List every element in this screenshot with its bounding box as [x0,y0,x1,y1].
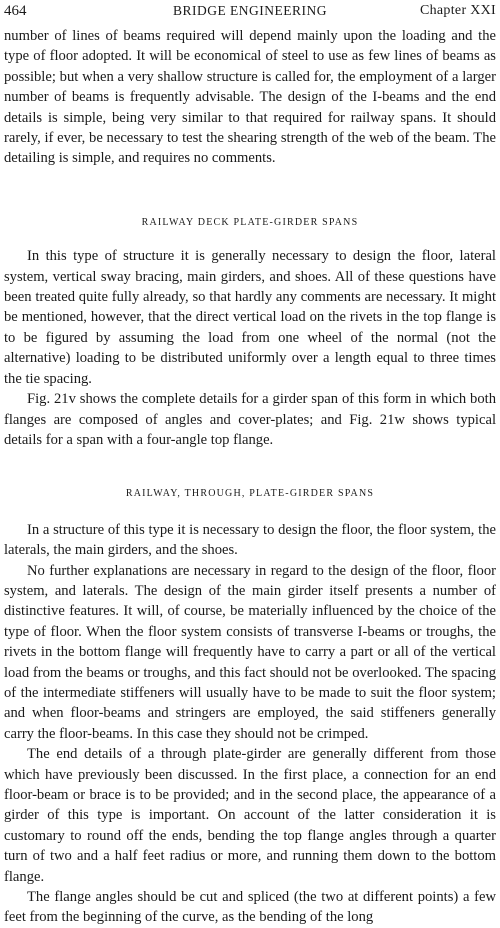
paragraph: No further explanations are necessary in regard to the design of the floor, floor system, and laterals. The design of the main girder itself presents a number of distinctive features. It will, of course, be materially influenced by the choice of the type of floor. When the floor system consists of transverse I-beams or troughs, the rivets in the bottom flange will frequently have to carry a part or all of the vertical load from the beams or troughs, and this fact should not be overlooked. The spacing of the intermediate stiffeners will usually have to be made to suit the floor system; and when floor-beams and stringers are employed, the said stiffeners generally carry the floor-beams. In this case they should not be crimped. [4,562,496,742]
page-number: 464 [4,3,27,19]
paragraph: In this type of structure it is generally necessary to design the floor, lateral system, vertical sway bracing, main girders, and shoes. All of these questions have been treated quite fully already, so that hardly any comments are necessary. It might be mentioned, however, that the direct vertical load on the rivets in the top flange is to be figured by assuming the load from one wheel of the normal (not the alternative) loading to be distributed uniformly over a length equal to three times the tie spacing. [4,248,496,387]
running-header [4,2,496,20]
section-heading-deck-spans: RAILWAY DECK PLATE-GIRDER SPANS [141,216,359,228]
section-heading-through-spans: RAILWAY, THROUGH, PLATE-GIRDER SPANS [125,488,375,500]
chapter-label: Chapter XXI [419,3,496,18]
paragraph: number of lines of beams required will depend mainly upon the loading and the type of floor adopted. It will be economical of steel to use as few lines of beams as possible; but when a very shallow structure is called for, the employment of a larger number of beams is frequently advisable. The design of the I-beams and the end details is simple, being very similar to that required for railway spans. It should rarely, if ever, be necessary to test the shearing strength of the web of the beam. The detailing is simple, and requires no comments. [4,28,496,167]
paragraph: Fig. 21v shows the complete details for a girder span of this form in which both flanges are composed of angles and cover-plates; and Fig. 21w shows typical details for a span with a four-angle top flange. [4,391,496,448]
paragraph: The flange angles should be cut and spliced (the two at different points) a few feet from the beginning of the curve, as the bending of the long [4,889,496,926]
paragraph: In a structure of this type it is necessary to design the floor, the floor system, the laterals, the main girders, and the shoes. [4,521,496,559]
paragraph: The end details of a through plate-girder are generally different from those which have previously been discussed. In the first place, a connection for an end floor-beam or brace is to be provided; and in the second place, the appearance of a girder of this type is important. On account of the latter consideration it is customary to round off the ends, bending the top flange angles through a quarter turn of two and a half feet radius or more, and running them down to the bottom flange. [4,746,496,885]
running-title: BRIDGE ENGINEERING [172,3,328,18]
page-body [4,26,496,928]
